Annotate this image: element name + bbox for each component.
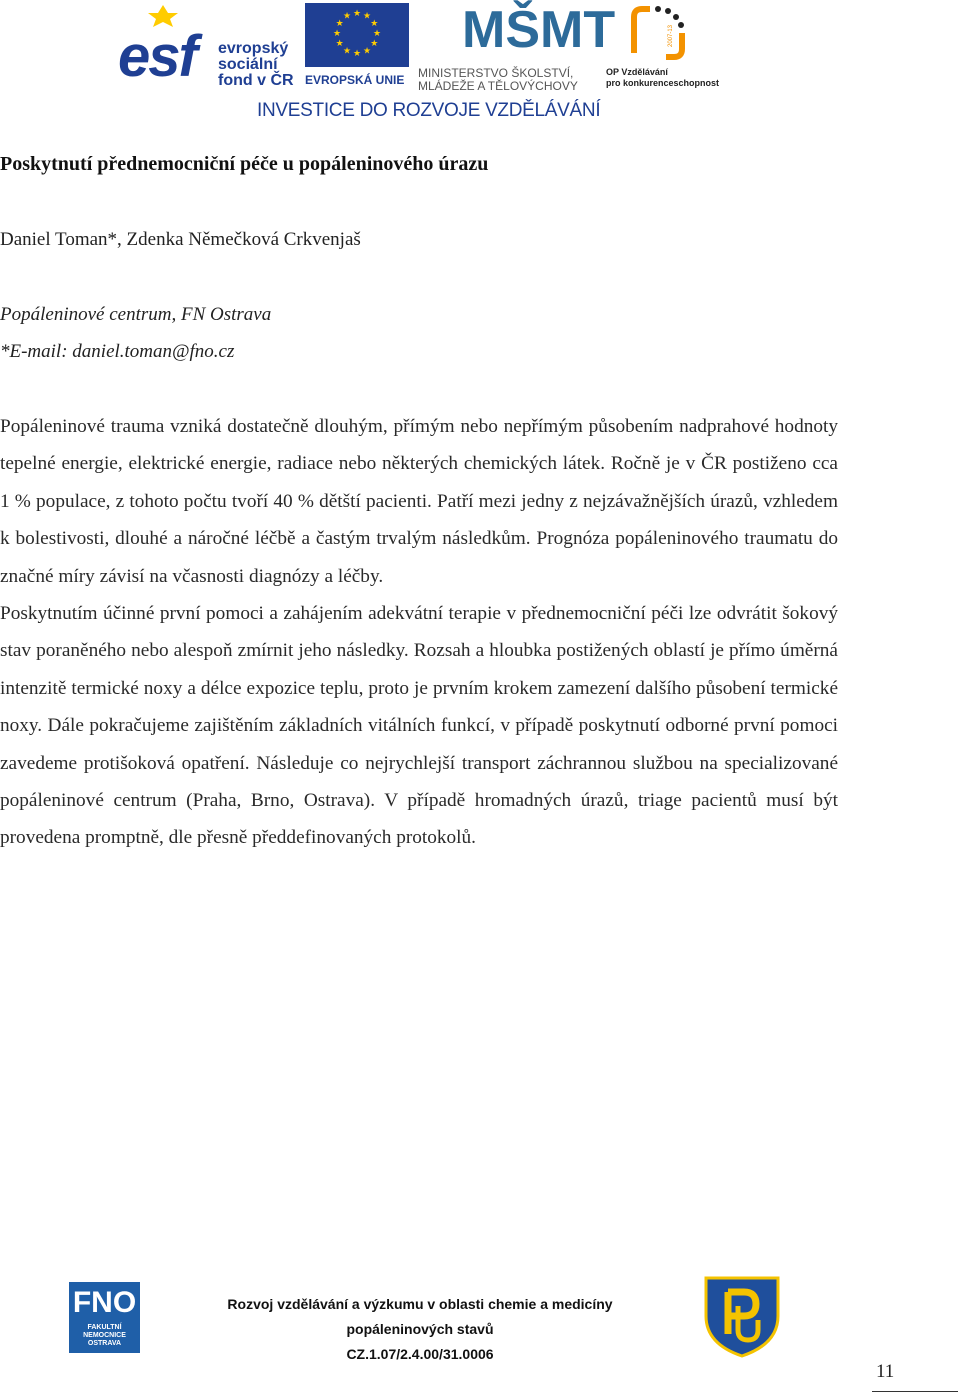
op-year-text: 2007-13 xyxy=(668,24,674,47)
esf-logo xyxy=(118,3,298,91)
eu-star: ★ xyxy=(352,8,362,18)
article-paragraph-1: Popáleninové trauma vzniká dostatečně dlouhým, přímým nebo nepřímým působením nadprahové hodnoty tepelné energie, elektrické energie, radiace nebo některých chemických látek. Ročně je v ČR postiženo cca 1 % populace, z tohoto počtu tvoří 40 % dětští pacienti. Patří mezi jedny z nejzávažnějších úrazů, vzhledem k bolestivosti, dlouhé a náročné léčbě a častým trvalým následkům. Prognóza popáleninového traumatu do značné míry závisí na včasnosti diagnózy a léčby. xyxy=(0,416,838,587)
eu-stars-icon xyxy=(305,3,409,67)
eu-star: ★ xyxy=(362,45,372,56)
palacky-university-shield-icon xyxy=(704,1276,780,1358)
msmt-line-1: MINISTERSTVO ŠKOLSTVÍ, xyxy=(418,66,574,80)
eu-logo xyxy=(305,3,409,91)
op-logo-text xyxy=(606,67,719,89)
esf-logo-mark: esf xyxy=(118,24,196,89)
article-body xyxy=(0,408,838,857)
esf-line-2: sociální xyxy=(218,56,278,73)
investice-slogan: INVESTICE DO ROZVOJE VZDĚLÁVÁNÍ xyxy=(257,100,601,121)
eu-star: ★ xyxy=(352,48,362,58)
eu-star: ★ xyxy=(370,38,379,48)
eu-flag-icon xyxy=(305,3,409,67)
fno-logo xyxy=(69,1282,140,1353)
fno-line-1: FAKULTNÍ xyxy=(87,1324,122,1331)
page-number: 11 xyxy=(876,1361,895,1382)
footer-project-info xyxy=(200,1292,640,1367)
header-logo-band xyxy=(0,0,960,125)
msmt-line-2: MLÁDEŽE A TĚLOVÝCHOVY xyxy=(418,79,578,93)
fno-line-2: NEMOCNICE xyxy=(83,1332,126,1339)
eu-star: ★ xyxy=(342,10,352,21)
op-vzdelavani-logo xyxy=(606,3,718,91)
eu-star: ★ xyxy=(372,28,382,38)
esf-star-icon xyxy=(138,5,188,27)
footer-line-1: Rozvoj vzdělávání a výzkumu v oblasti chemie a medicíny xyxy=(227,1296,613,1312)
fno-line-3: OSTRAVA xyxy=(87,1340,122,1347)
footer-line-3: CZ.1.07/2.4.00/31.0006 xyxy=(346,1346,494,1362)
msmt-logo xyxy=(418,1,616,93)
msmt-logo-mark: MŠMT xyxy=(462,1,616,59)
fno-logo-text xyxy=(69,1324,140,1348)
article-affiliation: Popáleninové centrum, FN Ostrava xyxy=(0,304,272,325)
eu-star: ★ xyxy=(335,38,344,48)
article-paragraph-2: Poskytnutím účinné první pomoci a zahájením adekvátní terapie v přednemocniční péči lze odvrátit šokový stav poraněného nebo alespoň zmírnit jeho následky. Rozsah a hloubka postižených oblastí je přímo úměrná intenzitě termické noxy a délce expozice teplu, proto je prvním krokem zamezení dalšího působení termické noxy. Dále pokračujeme zajištěním základních vitálních funkcí, v případě poskytnutí odborné první pomoci zavedeme protišoková opatření. Následuje co nejrychlejší transport záchrannou službou na specializované popáleninové centrum (Praha, Brno, Ostrava). V případě hromadných úrazů, triage pacientů musí být provedena promptně, dle přesně předdefinovaných protokolů. xyxy=(0,603,838,849)
footer-line-2: popáleninových stavů xyxy=(346,1321,494,1337)
article-authors: Daniel Toman*, Zdenka Němečková Crkvenjaš xyxy=(0,229,361,250)
eu-star: ★ xyxy=(370,18,379,28)
op-line-1: OP Vzdělávání xyxy=(606,67,668,77)
page-number-rule xyxy=(872,1391,958,1392)
eu-star: ★ xyxy=(332,28,342,38)
op-line-2: pro konkurenceschopnost xyxy=(606,78,720,88)
esf-line-3: fond v ČR xyxy=(218,72,294,89)
eu-logo-label: EVROPSKÁ UNIE xyxy=(305,73,405,87)
eu-star: ★ xyxy=(335,18,344,28)
fno-logo-mark: FNO xyxy=(72,1286,137,1319)
eu-star: ★ xyxy=(342,45,352,56)
op-logo-mark-icon xyxy=(628,3,688,63)
eu-star: ★ xyxy=(362,10,372,21)
esf-logo-text xyxy=(218,41,294,89)
msmt-logo-text xyxy=(418,67,578,93)
article-title: Poskytnutí přednemocniční péče u popáleninového úrazu xyxy=(0,153,489,175)
esf-line-1: evropský xyxy=(218,40,289,57)
article-email: *E-mail: daniel.toman@fno.cz xyxy=(0,341,235,362)
